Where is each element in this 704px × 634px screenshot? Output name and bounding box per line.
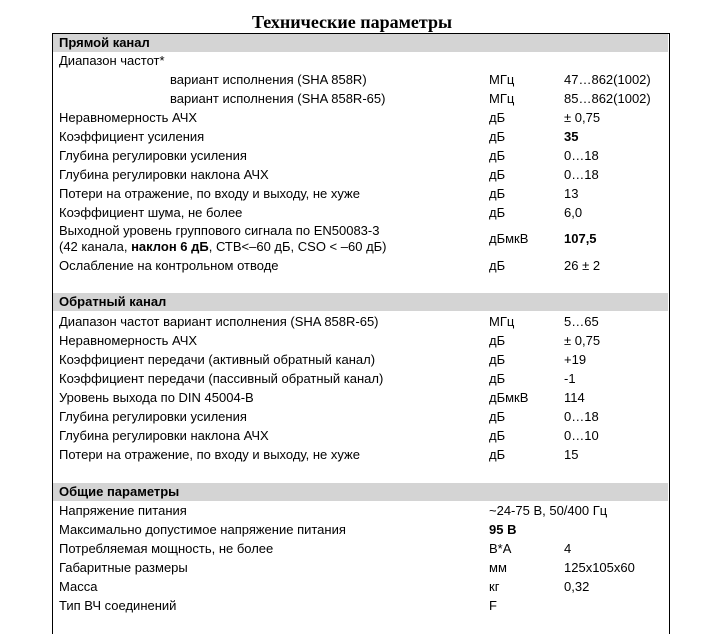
spec-label: Глубина регулировки наклона АЧХ	[59, 428, 269, 443]
spec-label: Диапазон частот*	[59, 53, 165, 68]
section-heading-forward: Прямой канал	[53, 34, 668, 52]
spec-label: Коэффициент передачи (активный обратный канал)	[59, 352, 376, 367]
spec-row-max-voltage	[53, 520, 668, 539]
spec-value: 0…18	[564, 409, 599, 424]
spec-unit: дБ	[489, 148, 506, 163]
spec-label: Коэффициент передачи (пассивный обратный канал)	[59, 371, 384, 386]
spec-label: Потери на отражение, по входу и выходу, не хуже	[59, 447, 360, 462]
spec-label: Максимально допустимое напряжение питания	[59, 522, 346, 537]
spec-value: 5…65	[564, 314, 599, 329]
spec-row-connector-type	[53, 596, 668, 615]
spec-value: 15	[564, 447, 579, 462]
spec-unit: МГц	[489, 91, 515, 106]
spec-unit: дБ	[489, 447, 506, 462]
spec-row-dimensions	[53, 558, 668, 577]
spec-unit: дБ	[489, 205, 506, 220]
spec-label: Неравномерность АЧХ	[59, 333, 198, 348]
spec-row-return-loss	[53, 445, 668, 464]
spec-value: ± 0,75	[564, 110, 601, 125]
spec-label-line2a: (42 канала,	[59, 239, 132, 254]
spec-value: 107,5	[564, 231, 597, 246]
spec-unit: 95 В	[489, 522, 517, 537]
spec-row-freq-range	[53, 51, 668, 70]
spec-value: 6,0	[564, 205, 583, 220]
spec-label: Масса	[59, 579, 98, 594]
spec-unit: кг	[489, 579, 500, 594]
spec-row-slope-adjust	[53, 165, 668, 184]
spec-label-line2c: , СТВ<–60 дБ, CSO < –60 дБ)	[208, 239, 387, 254]
spec-label: Тип ВЧ соединений	[59, 598, 177, 613]
spec-unit: дБ	[489, 409, 506, 424]
section-heading-return: Обратный канал	[53, 293, 668, 311]
spec-row-variant-858r-65	[53, 89, 668, 108]
spec-unit: дБмкВ	[489, 390, 529, 405]
spec-value: 13	[564, 186, 579, 201]
spec-value: 0…18	[564, 167, 599, 182]
spec-row-mass	[53, 577, 668, 596]
spec-unit: дБ	[489, 258, 506, 273]
spec-unit: дБ	[489, 428, 506, 443]
spec-row-flatness	[53, 108, 668, 127]
spec-row-gain	[53, 127, 668, 146]
spec-value: 47…862(1002)	[564, 72, 651, 87]
spec-unit: дБ	[489, 110, 506, 125]
spec-value: 0…10	[564, 428, 599, 443]
spec-row-test-tap	[53, 256, 668, 275]
spec-label-line2b: наклон 6 дБ	[131, 239, 209, 254]
spec-unit: мм	[489, 560, 507, 575]
spec-label: вариант исполнения (SHA 858R)	[170, 72, 367, 87]
spec-value: 114	[564, 390, 585, 405]
spec-unit: дБ	[489, 129, 506, 144]
spec-unit: МГц	[489, 314, 515, 329]
spec-row-return-output	[53, 388, 668, 407]
spec-value: 4	[564, 541, 572, 556]
spec-label-line1: Выходной уровень группового сигнала по EN50083-3	[59, 223, 380, 238]
spec-row-return-gain-passive	[53, 369, 668, 388]
spec-value: 35	[564, 129, 579, 144]
spec-unit: В*А	[489, 541, 512, 556]
spec-label: вариант исполнения (SHA 858R-65)	[170, 91, 386, 106]
spec-row-power	[53, 539, 668, 558]
spec-label: Неравномерность АЧХ	[59, 110, 198, 125]
spec-value: +19	[564, 352, 587, 367]
spec-row-return-gain-adjust	[53, 407, 668, 426]
spec-row-variant-858r	[53, 70, 668, 89]
spec-row-supply-voltage	[53, 501, 668, 520]
spec-label: Коэффициент шума, не более	[59, 205, 243, 220]
spec-value: ± 0,75	[564, 333, 601, 348]
spec-label: Ослабление на контрольном отводе	[59, 258, 279, 273]
spec-label: Глубина регулировки наклона АЧХ	[59, 167, 269, 182]
spec-row-return-gain-active	[53, 350, 668, 369]
spec-unit: МГц	[489, 72, 515, 87]
page-title: Технические параметры	[251, 12, 453, 32]
spec-row-gain-adjust	[53, 146, 668, 165]
spec-row-output-level	[53, 222, 668, 256]
spec-label: Уровень выхода по DIN 45004-B	[59, 390, 254, 405]
spec-label: Коэффициент усиления	[59, 129, 205, 144]
spec-unit: дБмкВ	[489, 231, 529, 246]
spec-row-return-loss	[53, 184, 668, 203]
spec-unit: дБ	[489, 352, 506, 367]
spec-label	[59, 223, 387, 255]
spec-unit: дБ	[489, 333, 506, 348]
spec-value: 0,32	[564, 579, 590, 594]
spec-unit: дБ	[489, 186, 506, 201]
spec-unit: дБ	[489, 167, 506, 182]
spec-label: Габаритные размеры	[59, 560, 188, 575]
spec-label: Глубина регулировки усиления	[59, 148, 247, 163]
spec-label: Потребляемая мощность, не более	[59, 541, 274, 556]
spec-label: Диапазон частот вариант исполнения (SHA 858R-65)	[59, 314, 379, 329]
spec-row-return-slope-adjust	[53, 426, 668, 445]
spec-unit: F	[489, 598, 497, 613]
spec-label: Напряжение питания	[59, 503, 187, 518]
spec-label: Потери на отражение, по входу и выходу, не хуже	[59, 186, 360, 201]
spec-value: 85…862(1002)	[564, 91, 651, 106]
spec-unit: ~24-75 В, 50/400 Гц	[489, 503, 608, 518]
section-heading-general: Общие параметры	[53, 483, 668, 501]
spec-value: 26 ± 2	[564, 258, 601, 273]
spec-label: Глубина регулировки усиления	[59, 409, 247, 424]
spec-row-noise-figure	[53, 203, 668, 222]
spec-value: -1	[564, 371, 576, 386]
spec-value: 0…18	[564, 148, 599, 163]
spec-row-return-freq	[53, 312, 668, 331]
spec-value: 125x105x60	[564, 560, 635, 575]
spec-unit: дБ	[489, 371, 506, 386]
spec-row-return-flatness	[53, 331, 668, 350]
